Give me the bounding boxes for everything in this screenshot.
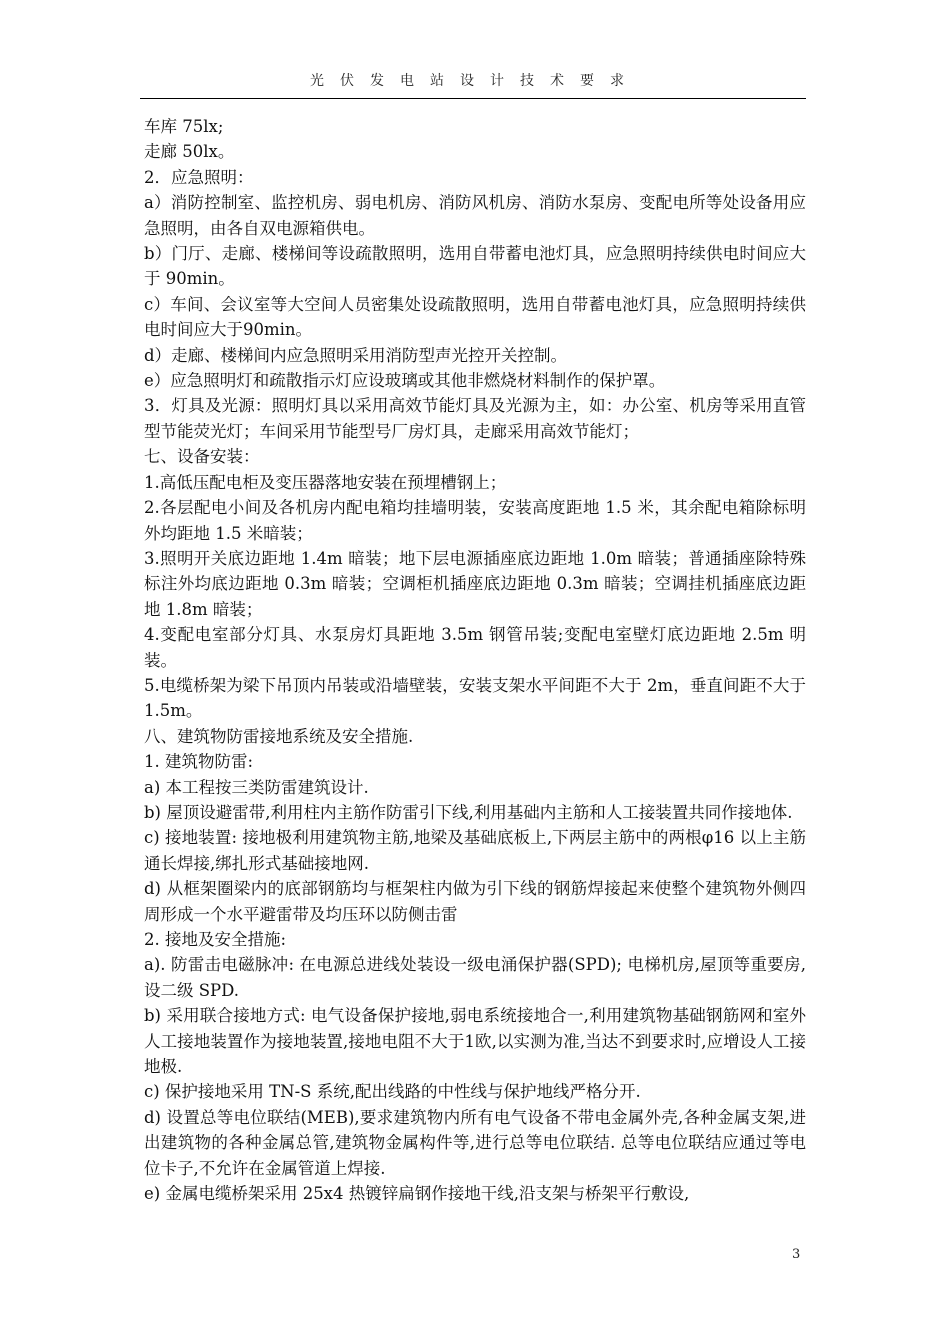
body-paragraph: a）消防控制室、监控机房、弱电机房、消防风机房、消防水泵房、变配电所等处设备用应急照明，由各自双电源箱供电。 <box>144 193 806 238</box>
body-paragraph: b）门厅、走廊、楼梯间等设疏散照明，选用自带蓄电池灯具，应急照明持续供电时间应大于 90min。 <box>144 244 806 289</box>
body-paragraph: 2. 接地及安全措施: <box>144 930 287 949</box>
body-paragraph: 5.电缆桥架为梁下吊顶内吊装或沿墙壁装，安装支架水平间距不大于 2m，垂直间距不大于 1.5m。 <box>144 675 806 721</box>
body-paragraph: d) 设置总等电位联结(MEB),要求建筑物内所有电气设备不带电金属外壳,各种金属支架,进出建筑物的各种金属总管,建筑物金属构件等,进行总等电位联结. 总等电位联结应通过等电位卡子,不允许在金属管道上焊接. <box>144 1107 806 1178</box>
body-paragraph: 车库 75lx; <box>144 117 224 136</box>
body-paragraph: d）走廊、楼梯间内应急照明采用消防型声光控开关控制。 <box>144 345 568 365</box>
body-paragraph: 走廊 50lx。 <box>144 142 235 162</box>
body-paragraph: 4.变配电室部分灯具、水泵房灯具距地 3.5m 钢管吊装;变配电室壁灯底边距地 2.5m 明装。 <box>144 625 806 670</box>
body-paragraph: a) 本工程按三类防雷建筑设计. <box>144 777 369 797</box>
page-header-title: 光伏发电站设计技术要求 <box>310 73 640 89</box>
body-paragraph: 2.各层配电小间及各机房内配电箱均挂墙明装，安装高度距地 1.5 米，其余配电箱除标明外均距地 1.5 米暗装； <box>144 498 806 543</box>
body-paragraph: b) 屋顶设避雷带,利用柱内主筋作防雷引下线,利用基础内主筋和人工接装置共同作接地体. <box>144 802 793 822</box>
body-paragraph: 八、建筑物防雷接地系统及安全措施. <box>144 726 414 746</box>
body-paragraph: d) 从框架圈梁内的底部钢筋均与框架柱内做为引下线的钢筋焊接起来使整个建筑物外侧四周形成一个水平避雷带及均压环以防侧击雷 <box>144 879 806 924</box>
body-paragraph: b) 采用联合接地方式: 电气设备保护接地,弱电系统接地合一,利用建筑物基础钢筋网和室外人工接地装置作为接地装置,接地电阻不大于1欧,以实测为准,当达不到要求时,应增设人工接地极. <box>144 1006 806 1077</box>
document-body <box>144 114 806 1206</box>
body-paragraph: 3.照明开关底边距地 1.4m 暗装；地下层电源插座底边距地 1.0m 暗装；普通插座除特殊标注外均底边距地 0.3m 暗装；空调柜机插座底边距地 0.3m 暗装；空调挂机插座底边距地 1.8m 暗装； <box>144 548 806 619</box>
page-number: 3 <box>792 1247 801 1262</box>
body-paragraph: 七、设备安装： <box>144 447 260 467</box>
body-paragraph: c) 保护接地采用 TN-S 系统,配出线路的中性线与保护地线严格分开. <box>144 1082 641 1102</box>
body-paragraph: e) 金属电缆桥架采用 25x4 热镀锌扁钢作接地干线,沿支架与桥架平行敷设, <box>144 1184 690 1204</box>
body-paragraph: 1. 建筑物防雷: <box>144 752 254 772</box>
body-paragraph: c) 接地装置: 接地极利用建筑物主筋,地梁及基础底板上,下两层主筋中的两根φ16 以上主筋通长焊接,绑扎形式基础接地网. <box>144 828 806 873</box>
body-paragraph: 1.高低压配电柜及变压器落地安装在预埋槽钢上； <box>144 472 507 492</box>
header-divider <box>140 98 806 99</box>
body-paragraph: 2．应急照明： <box>144 167 254 187</box>
body-paragraph: c）车间、会议室等大空间人员密集处设疏散照明，选用自带蓄电池灯具，应急照明持续供电时间应大于90min。 <box>144 294 806 340</box>
body-paragraph: a). 防雷击电磁脉冲: 在电源总进线处装设一级电涌保护器(SPD); 电梯机房,屋顶等重要房,设二级 SPD. <box>144 955 806 1000</box>
body-paragraph: e）应急照明灯和疏散指示灯应设玻璃或其他非燃烧材料制作的保护罩。 <box>144 371 666 391</box>
body-paragraph: 3．灯具及光源：照明灯具以采用高效节能灯具及光源为主，如：办公室、机房等采用直管型节能荧光灯；车间采用节能型号厂房灯具，走廊采用高效节能灯； <box>144 396 806 441</box>
